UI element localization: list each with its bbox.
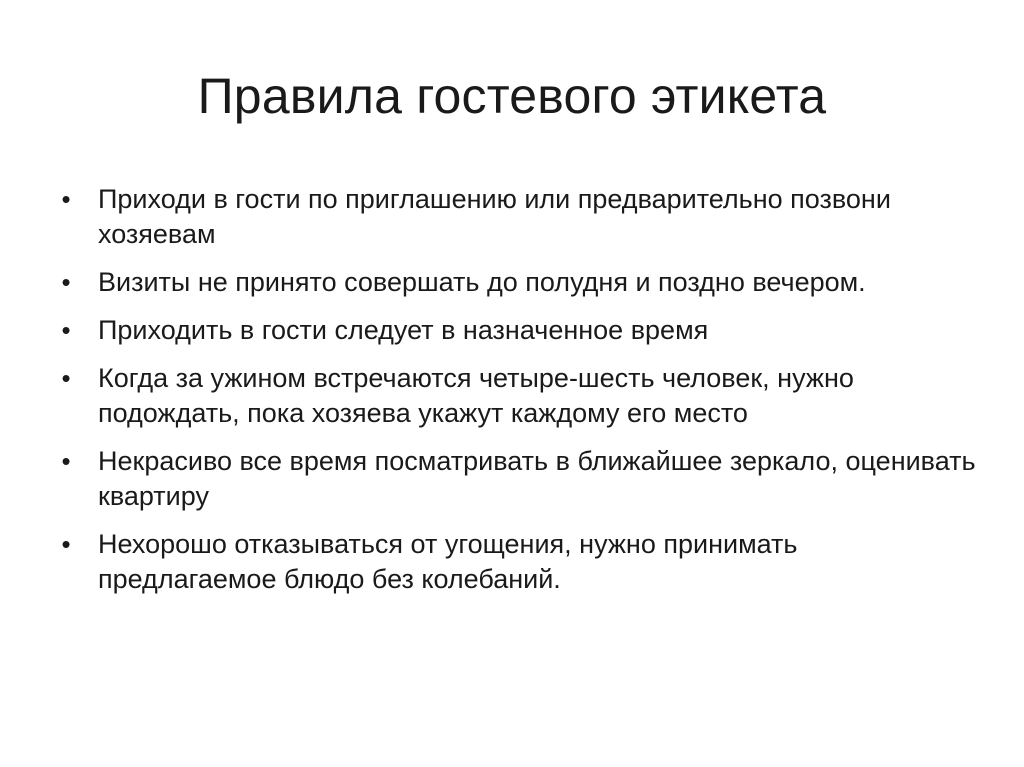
bullet-icon: • [61, 315, 71, 345]
bullet-text: Когда за ужином встречаются четыре-шесть человек, нужно подождать, пока хозяева укажут каждому его место [98, 363, 854, 428]
bullet-text: Приходи в гости по приглашению или предварительно позвони хозяевам [98, 184, 891, 249]
bullet-list [56, 182, 976, 610]
bullet-text: Некрасиво все время посматривать в ближайшее зеркало, оценивать квартиру [98, 446, 976, 511]
list-item [56, 265, 976, 300]
bullet-icon: • [61, 529, 71, 559]
list-item [56, 313, 976, 348]
bullet-icon: • [61, 363, 71, 393]
list-item [56, 527, 976, 597]
list-item [56, 444, 976, 514]
bullet-text: Нехорошо отказываться от угощения, нужно принимать предлагаемое блюдо без колебаний. [98, 529, 798, 594]
slide-title: Правила гостевого этикета [197, 68, 827, 124]
list-item [56, 182, 976, 252]
bullet-text: Визиты не принято совершать до полудня и поздно вечером. [98, 267, 866, 297]
bullet-icon: • [61, 267, 71, 297]
bullet-icon: • [61, 184, 71, 214]
bullet-text: Приходить в гости следует в назначенное время [98, 315, 709, 345]
list-item [56, 361, 976, 431]
bullet-icon: • [61, 446, 71, 476]
